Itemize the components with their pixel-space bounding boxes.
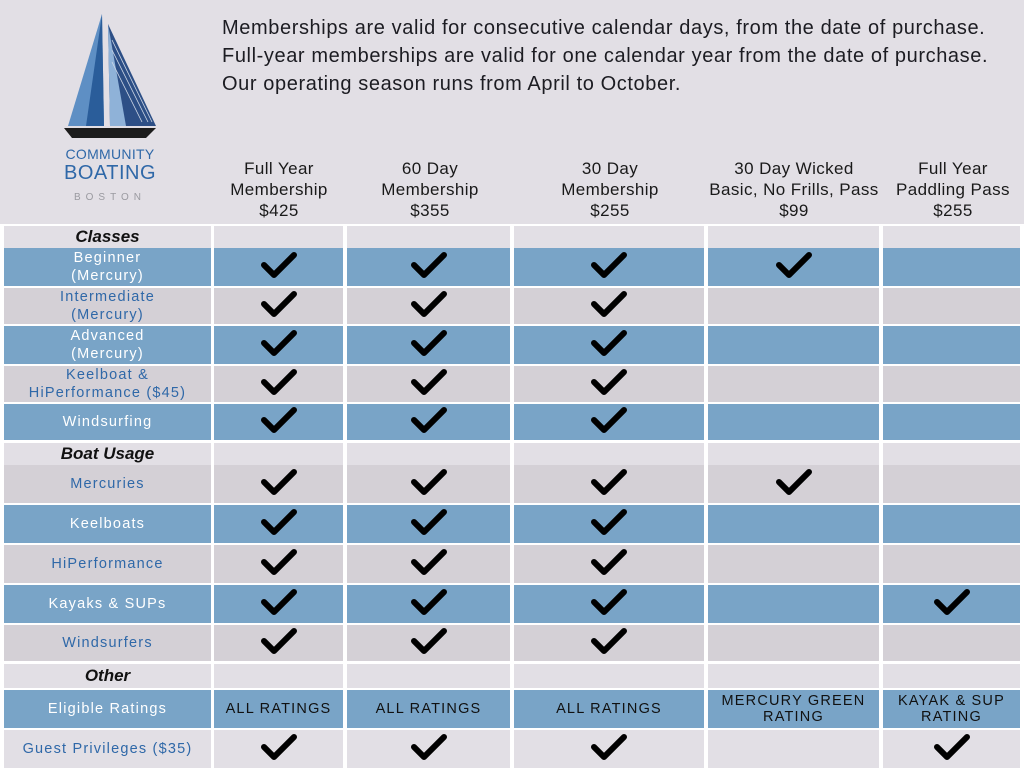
row-label-cell [4, 326, 211, 364]
membership-cell [883, 366, 1020, 402]
section-empty-cell [514, 443, 704, 465]
column-header-line2: Membership [381, 180, 479, 199]
row-label-label1: HiPerformance [51, 556, 164, 572]
section-empty-cell [708, 443, 879, 465]
row-label-label1: Windsurfing [62, 414, 153, 430]
row-label-label1: Beginner [73, 250, 142, 266]
table-row [0, 288, 1024, 324]
membership-cell [883, 404, 1020, 440]
check-icon [590, 367, 628, 402]
membership-comparison-table [0, 224, 1024, 768]
rating-requirement-line1: ALL RATINGS [225, 701, 332, 717]
section-empty-cell [514, 664, 704, 688]
check-icon [410, 328, 448, 363]
rating-requirement-line1: KAYAK & SUP [898, 693, 1005, 709]
check-icon [260, 250, 298, 285]
check-icon [260, 328, 298, 363]
rating-requirement-line1: ALL RATINGS [375, 701, 482, 717]
row-label [49, 595, 167, 613]
row-label-label1: Advanced [70, 328, 145, 344]
column-header-line1: Full Year [244, 159, 314, 178]
membership-cell [214, 545, 343, 583]
column-header-price: $99 [779, 201, 809, 220]
check-icon [590, 405, 628, 440]
column-header-paddling-pass [884, 158, 1022, 221]
section-empty-cell [214, 664, 343, 688]
check-icon [590, 547, 628, 582]
row-label [71, 249, 144, 285]
membership-cell [883, 465, 1020, 503]
membership-cell [514, 625, 704, 661]
row-label-cell [4, 465, 211, 503]
row-label: Eligible Ratings [47, 701, 168, 717]
membership-cell [514, 730, 704, 768]
check-icon [933, 732, 971, 767]
membership-cell [514, 288, 704, 324]
membership-cell [347, 288, 510, 324]
membership-cell [347, 545, 510, 583]
membership-cell [883, 288, 1020, 324]
membership-cell [514, 585, 704, 623]
column-header-full-year [212, 158, 346, 221]
check-icon [590, 587, 628, 622]
row-label [60, 288, 155, 324]
logo-text-boston: BOSTON [73, 192, 147, 203]
row-label [29, 366, 186, 402]
row-label [70, 515, 145, 533]
check-icon [590, 289, 628, 324]
row-label-cell [4, 404, 211, 440]
row-label-cell [4, 505, 211, 543]
row-label [51, 555, 163, 573]
row-label [62, 634, 153, 652]
section-empty-cell [883, 664, 1020, 688]
section-empty-cell [708, 226, 879, 248]
column-header-line1: 60 Day [401, 159, 459, 178]
membership-cell [214, 366, 343, 402]
community-boating-logo [50, 10, 170, 210]
membership-cell [514, 326, 704, 364]
check-icon [590, 732, 628, 767]
row-label-label1: Mercuries [70, 476, 145, 492]
check-icon [410, 587, 448, 622]
membership-cell [214, 730, 343, 768]
check-icon [410, 626, 448, 661]
rating-requirement-cell [708, 690, 879, 728]
section-empty-cell [347, 226, 510, 248]
membership-cell [514, 545, 704, 583]
intro-paragraph: Memberships are valid for consecutive calendar days, from the date of purchase. Full-year memberships are valid for one calendar year from the date of purchase. Our operating season runs from April to October. [222, 17, 989, 95]
check-icon [410, 367, 448, 402]
row-label-label1: Windsurfers [62, 635, 153, 651]
check-icon [590, 250, 628, 285]
rating-requirement-line2: RATING [763, 709, 824, 725]
membership-cell [214, 248, 343, 286]
membership-cell [883, 585, 1020, 623]
row-label-cell [4, 545, 211, 583]
sailboat-logo-icon [62, 10, 158, 142]
column-header-line2: Basic, No Frills, Pass [709, 180, 879, 199]
section-empty-cell [514, 226, 704, 248]
check-icon [775, 467, 813, 502]
row-label [63, 413, 153, 431]
check-icon [933, 587, 971, 622]
section-empty-cell [347, 664, 510, 688]
membership-cell [883, 625, 1020, 661]
membership-cell [708, 730, 879, 768]
membership-cell [214, 326, 343, 364]
page-header [0, 0, 1024, 224]
row-label-cell [4, 585, 211, 623]
section-title-cell [4, 443, 211, 465]
membership-cell [514, 366, 704, 402]
section-title-cell [4, 226, 211, 248]
membership-cell [514, 465, 704, 503]
check-icon [410, 732, 448, 767]
row-label-cell [4, 366, 211, 402]
membership-cell [514, 248, 704, 286]
row-label [70, 327, 144, 363]
check-icon [260, 507, 298, 542]
membership-cell [347, 366, 510, 402]
section-title: Classes [75, 227, 140, 246]
check-icon [260, 732, 298, 767]
row-label-label1: Keelboats [69, 516, 146, 532]
membership-cell [347, 248, 510, 286]
membership-cell [883, 505, 1020, 543]
check-icon [410, 405, 448, 440]
membership-cell [347, 404, 510, 440]
table-row [0, 404, 1024, 440]
table-row [0, 545, 1024, 583]
membership-cell [708, 248, 879, 286]
membership-cell [214, 465, 343, 503]
column-header-30-day [514, 158, 706, 221]
membership-cell [883, 730, 1020, 768]
membership-cell [347, 625, 510, 661]
check-icon [260, 405, 298, 440]
row-label-label1: Kayaks & SUPs [48, 596, 167, 612]
table-row [0, 326, 1024, 364]
column-header-line2: Membership [230, 180, 328, 199]
section-empty-cell [214, 443, 343, 465]
membership-cell [708, 625, 879, 661]
rating-requirement-cell [514, 690, 704, 728]
row-label-cell [4, 248, 211, 286]
check-icon [410, 547, 448, 582]
row-label-label1: Intermediate [60, 289, 155, 305]
membership-cell [708, 545, 879, 583]
column-header-60-day [348, 158, 512, 221]
check-icon [260, 367, 298, 402]
section-empty-cell [883, 226, 1020, 248]
table-row [0, 505, 1024, 543]
section-title-cell [4, 664, 211, 688]
logo-text-community: COMMUNITY [65, 146, 155, 162]
table-row-eligible-ratings [0, 690, 1024, 728]
section-title: Boat Usage [60, 444, 155, 463]
section-empty-cell [347, 443, 510, 465]
membership-cell [708, 505, 879, 543]
table-row [0, 730, 1024, 768]
column-header-line2: Membership [561, 180, 659, 199]
section-empty-cell [214, 226, 343, 248]
rating-requirement [376, 701, 482, 717]
rating-requirement [898, 693, 1005, 725]
membership-cell [347, 505, 510, 543]
membership-cell [347, 585, 510, 623]
logo-text-boating: BOATING [63, 162, 157, 184]
section-title: Other [84, 666, 131, 685]
table-row [0, 248, 1024, 286]
column-header-price: $255 [933, 201, 973, 220]
check-icon [260, 626, 298, 661]
row-label-cell [4, 690, 211, 728]
row-label-label2: (Mercury) [71, 346, 144, 362]
check-icon [410, 289, 448, 324]
column-header-wicked-basic [704, 158, 884, 221]
section-header-row [0, 664, 1024, 688]
column-header-line1: 30 Day [581, 159, 639, 178]
rating-requirement-line1: ALL RATINGS [556, 701, 662, 717]
membership-cell [514, 404, 704, 440]
rating-requirement-cell [214, 690, 343, 728]
check-icon [410, 507, 448, 542]
membership-cell [708, 585, 879, 623]
membership-cell [514, 505, 704, 543]
table-row [0, 465, 1024, 503]
membership-cell [214, 585, 343, 623]
rating-requirement-line2: RATING [921, 709, 982, 725]
membership-cell [708, 288, 879, 324]
membership-cell [708, 366, 879, 402]
rating-requirement-cell [883, 690, 1020, 728]
section-header-row [0, 443, 1024, 465]
column-header-price: $425 [259, 201, 299, 220]
check-icon [260, 467, 298, 502]
section-empty-cell [883, 443, 1020, 465]
membership-cell [214, 505, 343, 543]
row-label-cell [4, 288, 211, 324]
membership-cell [347, 465, 510, 503]
rating-requirement-line1: MERCURY GREEN [721, 693, 866, 709]
membership-cell [708, 404, 879, 440]
table-row [0, 625, 1024, 661]
check-icon [590, 626, 628, 661]
check-icon [260, 289, 298, 324]
membership-cell [214, 288, 343, 324]
rating-requirement [722, 693, 866, 725]
membership-cell [347, 730, 510, 768]
column-header-price: $255 [590, 201, 630, 220]
check-icon [590, 507, 628, 542]
rating-requirement-cell [347, 690, 510, 728]
check-icon [260, 587, 298, 622]
row-label [70, 475, 144, 493]
row-label-label2: (Mercury) [71, 307, 144, 323]
membership-cell [214, 625, 343, 661]
check-icon [410, 250, 448, 285]
membership-cell [214, 404, 343, 440]
section-header-row [0, 226, 1024, 248]
column-header-line2: Paddling Pass [896, 180, 1010, 199]
check-icon [775, 250, 813, 285]
check-icon [260, 547, 298, 582]
membership-cell [883, 248, 1020, 286]
table-row [0, 585, 1024, 623]
check-icon [590, 467, 628, 502]
column-header-line1: 30 Day Wicked [734, 159, 854, 178]
membership-cell [708, 326, 879, 364]
column-header-line1: Full Year [918, 159, 988, 178]
row-label-cell [4, 625, 211, 661]
membership-cell [708, 465, 879, 503]
row-label-label1: Guest Privileges ($35) [22, 741, 193, 757]
row-label-cell [4, 730, 211, 768]
row-label-label2: HiPerformance ($45) [28, 385, 187, 401]
table-row [0, 366, 1024, 402]
membership-cell [883, 545, 1020, 583]
rating-requirement [226, 701, 332, 717]
rating-requirement [556, 701, 662, 717]
row-label-label2: (Mercury) [71, 268, 144, 284]
column-header-price: $355 [410, 201, 450, 220]
section-empty-cell [708, 664, 879, 688]
check-icon [590, 328, 628, 363]
row-label [23, 740, 193, 758]
check-icon [410, 467, 448, 502]
row-label-label1: Keelboat & [66, 367, 149, 383]
membership-cell [347, 326, 510, 364]
membership-cell [883, 326, 1020, 364]
